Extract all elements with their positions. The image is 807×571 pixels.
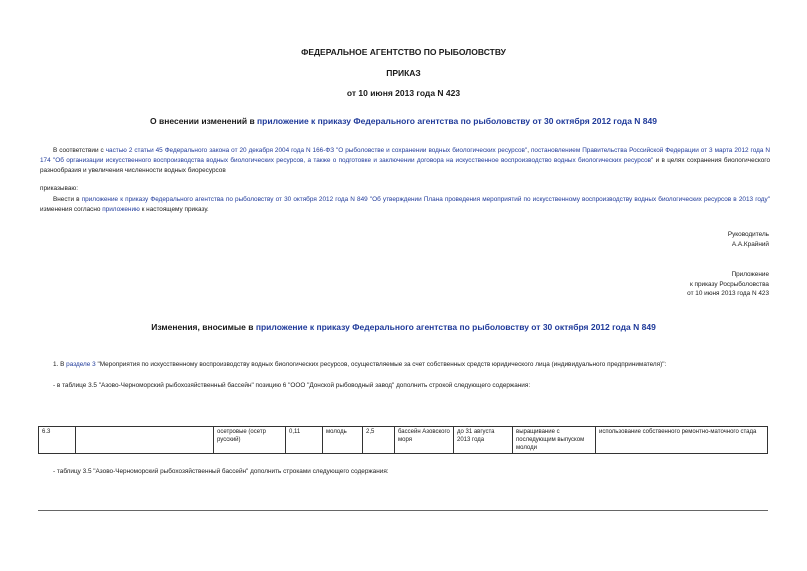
changes-table (38, 426, 768, 454)
government-decree-link[interactable]: постановлением Правительства Российской Федерации от 3 марта 2012 года N 174 "Об организации искусственного воспроизводства водных биологических ресурсов, а также о подготовке и заключении договора на искусственное воспроизводство водных биологических ресурсов" (40, 147, 770, 164)
preamble-text-2: , (527, 147, 531, 154)
order-text-3: к настоящему приказу. (139, 206, 209, 213)
table-cell: 6.3 (39, 427, 76, 454)
appendix-link[interactable]: приложению (102, 206, 140, 213)
doc-type-heading: ПРИКАЗ (386, 68, 421, 78)
item-1-sub-1: - в таблице 3.5 "Азово-Черноморский рыбохозяйственный бассейн" позицию 6 "ООО "Донской рыбоводный завод" дополнить строкой следующего содержания: (53, 382, 531, 389)
federal-law-link[interactable]: частью 2 статьи 45 Федерального закона от 20 декабря 2004 года N 166-ФЗ "О рыболовстве и сохранении водных биологических ресурсов" (105, 147, 528, 154)
table-cell: 0,11 (286, 427, 323, 454)
item-1-text-1: 1. В (53, 361, 67, 368)
preamble-text-1: В соответствии с (53, 147, 106, 154)
item-1-text-2: "Мероприятия по искусственному воспроизводству водных биологических ресурсов, осуществляемые за счет собственных средств юридического лица (индивидуального предпринимателя)": (95, 361, 667, 368)
table-cell: 2,5 (363, 427, 395, 454)
changes-title (0, 322, 807, 332)
order-text-1: Внести в (53, 196, 82, 203)
order-paragraph (40, 195, 770, 215)
appendix-reference (687, 270, 769, 299)
bottom-divider (38, 510, 768, 511)
table-cell: до 31 августа 2013 года (454, 427, 513, 454)
appendix-line-3: от 10 июня 2013 года N 423 (687, 290, 769, 297)
table-cell: выращивание с последующим выпуском молоди (513, 427, 596, 454)
order-word: приказываю: (40, 185, 78, 192)
order-text-2: изменения согласно (40, 206, 103, 213)
doc-date-number: от 10 июня 2013 года N 423 (346, 88, 461, 98)
preamble-text-3: и в целях сохранения биологического разнообразия и увеличения численности водных биоресурсов (40, 157, 770, 174)
signature-block (728, 230, 769, 249)
item-1 (40, 360, 770, 370)
item-1-sub-2: - таблицу 3.5 "Азово-Черноморский рыбохозяйственный бассейн" дополнить строками следующего содержания: (53, 468, 389, 475)
signature-name: А.А.Крайний (731, 240, 769, 248)
appendix-line-2: к приказу Росрыболовства (689, 280, 769, 288)
agency-heading: ФЕДЕРАЛЬНОЕ АГЕНТСТВО ПО РЫБОЛОВСТВУ (301, 47, 506, 57)
order-appendix-link[interactable]: приложение к приказу Федерального агентства по рыболовству от 30 октября 2012 года N 849 "Об утверждении Плана проведения мероприятий по искусственному воспроизводству водных биологических ресурсов в 2013 году" (81, 196, 771, 203)
section-3-link[interactable]: разделе 3 (66, 361, 96, 368)
table-cell: использование собственного ремонтно-маточного стада (596, 427, 768, 454)
document-title (0, 116, 807, 126)
signature-role: Руководитель (727, 231, 769, 238)
table-row (39, 427, 768, 454)
table-cell: бассейн Азовского моря (395, 427, 454, 454)
table-cell: молодь (323, 427, 363, 454)
preamble-paragraph (40, 146, 770, 176)
changes-title-prefix: Изменения, вносимые в (151, 322, 256, 332)
changes-title-link[interactable]: приложение к приказу Федерального агентства по рыболовству от 30 октября 2012 года N 849 (255, 322, 656, 332)
title-prefix: О внесении изменений в (150, 116, 258, 126)
appendix-line-1: Приложение (731, 271, 769, 278)
table-cell: осетровые (осетр русский) (214, 427, 286, 454)
table-cell (76, 427, 214, 454)
title-link[interactable]: приложение к приказу Федерального агентства по рыболовству от 30 октября 2012 года N 849 (257, 116, 657, 126)
